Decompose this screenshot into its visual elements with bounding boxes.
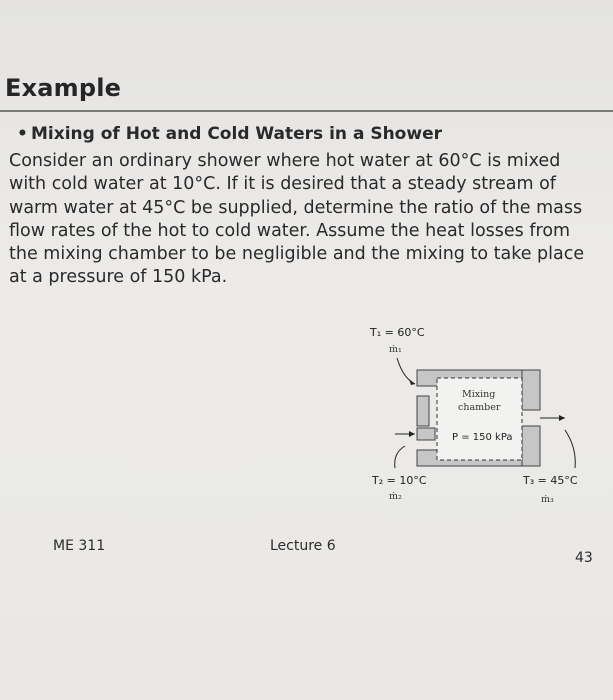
- m1-label: ṁ₁: [389, 344, 402, 355]
- title-divider: [0, 110, 613, 112]
- paragraph-line: the mixing chamber to be negligible and the mixing to take place: [9, 244, 585, 265]
- right-housing-bottom: [522, 426, 540, 466]
- bullet-heading: [17, 124, 442, 144]
- lecture-label: Lecture 6: [270, 538, 336, 554]
- chamber-label-line2: chamber: [458, 402, 501, 413]
- bullet-icon: •: [17, 124, 28, 144]
- hot-flow-arrow: [397, 358, 415, 384]
- m3-label: ṁ₃: [541, 494, 554, 505]
- t3-label: T₃ = 45°C: [523, 474, 578, 487]
- paragraph-line: Consider an ordinary shower where hot water at 60°C is mixed: [9, 151, 561, 171]
- cold-arrow-curve: [395, 446, 405, 468]
- paragraph-line: warm water at 45°C be supplied, determine the ratio of the mass: [9, 197, 583, 218]
- pressure-label: P = 150 kPa: [452, 432, 513, 443]
- paragraph-line: flow rates of the hot to cold water. Assume the heat losses from: [9, 220, 571, 241]
- chamber-label-line1: Mixing: [462, 389, 496, 400]
- paragraph-line: at a pressure of 150 kPa.: [9, 267, 228, 288]
- outlet-arrow-curve: [565, 430, 575, 468]
- mixing-chamber-figure: [355, 318, 595, 528]
- page-number: 43: [575, 550, 593, 566]
- paragraph-line: with cold water at 10°C. If it is desired that a steady stream of: [9, 174, 556, 195]
- left-wall: [417, 396, 429, 426]
- t1-label: T₁ = 60°C: [370, 326, 425, 339]
- m2-label: ṁ₂: [389, 491, 402, 502]
- problem-paragraph: [9, 150, 609, 290]
- slide-title: Example: [5, 74, 122, 102]
- t2-label: T₂ = 10°C: [372, 474, 427, 487]
- cold-inlet-pipe: [417, 428, 435, 440]
- heading-text: Mixing of Hot and Cold Waters in a Shower: [31, 124, 442, 144]
- right-housing-top: [522, 370, 540, 410]
- course-code: ME 311: [53, 538, 106, 554]
